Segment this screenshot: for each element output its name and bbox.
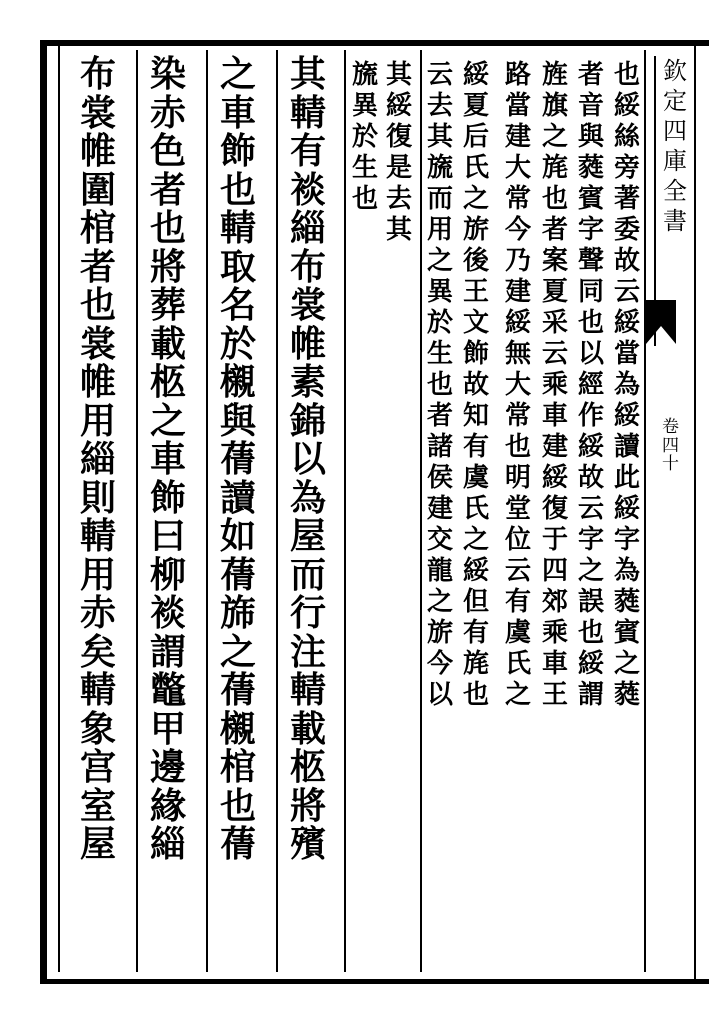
glyph: 之 [220, 53, 257, 95]
glyph: 以 [427, 680, 454, 710]
glyph: 綏 [578, 432, 605, 462]
glyph: 當 [505, 91, 532, 121]
header-glyph: 庫 [663, 147, 687, 175]
glyph: 旁 [614, 153, 641, 183]
text-column-small [505, 62, 531, 708]
header-glyph: 全 [663, 177, 687, 205]
glyph: 同 [578, 277, 605, 307]
glyph: 帷 [80, 361, 117, 403]
glyph: 誤 [578, 587, 605, 617]
glyph: 為 [614, 370, 641, 400]
glyph: 夏 [542, 277, 569, 307]
glyph: 以 [578, 339, 605, 369]
text-column-small [386, 62, 412, 243]
glyph: 矣 [80, 630, 117, 673]
glyph: 車 [542, 649, 569, 679]
glyph: 也 [542, 184, 569, 214]
glyph: 之 [220, 630, 257, 673]
glyph: 載 [150, 322, 187, 365]
glyph: 綏 [542, 463, 569, 493]
text-column-small [463, 62, 489, 708]
glyph: 用 [427, 215, 454, 245]
glyph: 聲 [578, 246, 605, 276]
glyph: 今 [505, 215, 532, 245]
glyph: 去 [386, 184, 413, 214]
header-glyph: 書 [663, 207, 687, 235]
glyph: 后 [463, 122, 490, 152]
glyph: 異 [352, 91, 379, 121]
glyph: 旆 [220, 592, 257, 634]
glyph: 而 [427, 184, 454, 214]
glyph: 旄 [542, 153, 569, 183]
glyph: 飾 [150, 476, 187, 519]
glyph: 錦 [290, 399, 327, 442]
glyph: 建 [505, 122, 532, 152]
glyph: 謂 [578, 680, 605, 710]
glyph: 櫬 [220, 707, 257, 750]
glyph: 載 [290, 707, 327, 750]
glyph: 名 [220, 284, 257, 326]
glyph: 緇 [150, 823, 187, 865]
glyph: 郊 [542, 587, 569, 617]
glyph: 葬 [150, 284, 187, 326]
glyph: 以 [290, 438, 327, 480]
glyph: 有 [290, 130, 327, 172]
glyph: 復 [542, 494, 569, 524]
glyph: 殯 [290, 823, 327, 865]
glyph: 屋 [290, 515, 327, 557]
glyph: 無 [505, 339, 532, 369]
glyph: 龍 [427, 556, 454, 586]
glyph: 為 [614, 556, 641, 586]
text-column-small [578, 62, 604, 708]
glyph: 故 [614, 246, 641, 276]
glyph: 輤 [290, 669, 327, 711]
glyph: 裧 [150, 592, 187, 634]
glyph: 蕤 [614, 587, 641, 617]
glyph: 棺 [80, 207, 117, 249]
glyph: 柳 [150, 553, 187, 596]
glyph: 云 [578, 494, 605, 524]
glyph: 當 [614, 339, 641, 369]
glyph: 櫬 [220, 361, 257, 403]
glyph: 旒 [352, 60, 379, 90]
glyph: 云 [505, 556, 532, 586]
glyph: 帷 [80, 130, 117, 172]
glyph: 則 [80, 476, 117, 519]
glyph: 也 [578, 618, 605, 648]
glyph: 輤 [290, 91, 327, 134]
text-column-main [80, 53, 117, 865]
glyph: 乃 [505, 246, 532, 276]
glyph: 堂 [505, 494, 532, 524]
glyph: 綏 [614, 308, 641, 338]
glyph: 如 [220, 515, 257, 557]
glyph: 交 [427, 525, 454, 555]
glyph: 棺 [220, 746, 257, 788]
volume-label [662, 418, 679, 474]
glyph: 作 [578, 401, 605, 431]
glyph: 曰 [150, 515, 187, 557]
glyph: 色 [150, 130, 187, 172]
glyph: 赤 [150, 91, 187, 134]
glyph: 車 [220, 91, 257, 134]
glyph: 案 [542, 246, 569, 276]
glyph: 輤 [80, 515, 117, 557]
glyph: 將 [290, 784, 327, 827]
glyph: 今 [427, 649, 454, 679]
glyph: 路 [505, 60, 532, 90]
glyph: 著 [614, 184, 641, 214]
glyph: 也 [463, 680, 490, 710]
glyph: 甲 [150, 707, 187, 750]
glyph: 輤 [80, 669, 117, 711]
frame-inner-line [58, 46, 60, 972]
glyph: 有 [463, 618, 490, 648]
glyph: 生 [427, 339, 454, 369]
glyph: 象 [80, 707, 117, 750]
glyph: 蒨 [220, 669, 257, 711]
glyph: 蒨 [220, 553, 257, 596]
glyph: 車 [150, 438, 187, 480]
glyph: 綏 [614, 494, 641, 524]
glyph: 故 [578, 463, 605, 493]
glyph: 於 [427, 308, 454, 338]
glyph: 布 [290, 245, 327, 288]
glyph: 文 [463, 308, 490, 338]
column-divider [206, 50, 208, 972]
glyph: 行 [290, 592, 327, 634]
glyph: 常 [505, 401, 532, 431]
glyph: 之 [463, 184, 490, 214]
glyph: 鼈 [150, 669, 187, 711]
glyph: 帷 [290, 322, 327, 365]
glyph: 裧 [290, 168, 327, 211]
glyph: 于 [542, 525, 569, 555]
glyph: 去 [427, 91, 454, 121]
glyph: 其 [290, 53, 327, 95]
glyph: 之 [150, 399, 187, 442]
glyph: 大 [505, 370, 532, 400]
glyph: 字 [614, 525, 641, 555]
glyph: 用 [80, 399, 117, 442]
glyph: 謂 [150, 630, 187, 673]
glyph: 者 [80, 245, 117, 288]
glyph: 者 [150, 168, 187, 211]
glyph: 虞 [505, 618, 532, 648]
glyph: 之 [542, 122, 569, 152]
glyph: 四 [542, 556, 569, 586]
glyph: 也 [80, 284, 117, 326]
glyph: 氏 [505, 649, 532, 679]
glyph: 者 [578, 60, 605, 90]
glyph: 與 [578, 122, 605, 152]
glyph: 夏 [463, 91, 490, 121]
frame-right-edge [694, 40, 696, 984]
glyph: 飾 [463, 339, 490, 369]
glyph: 旂 [463, 215, 490, 245]
glyph: 蒨 [220, 823, 257, 865]
glyph: 是 [386, 153, 413, 183]
volume-glyph: 四 [662, 435, 679, 456]
glyph: 也 [614, 60, 641, 90]
glyph: 委 [614, 215, 641, 245]
header-glyph: 定 [663, 87, 687, 115]
glyph: 云 [542, 339, 569, 369]
glyph: 圍 [80, 168, 117, 211]
glyph: 綏 [578, 649, 605, 679]
glyph: 其 [427, 122, 454, 152]
glyph: 字 [578, 525, 605, 555]
glyph: 柩 [290, 746, 327, 788]
glyph: 蕤 [578, 153, 605, 183]
glyph: 也 [505, 432, 532, 462]
fishtail-icon [646, 300, 676, 344]
glyph: 宫 [80, 746, 117, 788]
glyph: 為 [290, 476, 327, 519]
text-column-main [150, 53, 187, 865]
glyph: 車 [542, 401, 569, 431]
glyph: 也 [578, 308, 605, 338]
glyph: 取 [220, 245, 257, 288]
header-glyph: 四 [663, 117, 687, 145]
glyph: 知 [463, 401, 490, 431]
glyph: 之 [578, 556, 605, 586]
glyph: 綏 [463, 556, 490, 586]
glyph: 也 [352, 184, 379, 214]
glyph: 侯 [427, 463, 454, 493]
header-glyph: 欽 [663, 57, 687, 85]
text-column-small [614, 62, 640, 708]
glyph: 綏 [614, 401, 641, 431]
volume-glyph: 十 [662, 454, 679, 475]
glyph: 王 [463, 277, 490, 307]
volume-glyph: 卷 [662, 417, 679, 437]
glyph: 也 [220, 168, 257, 211]
glyph: 後 [463, 246, 490, 276]
glyph: 采 [542, 308, 569, 338]
glyph: 輤 [220, 207, 257, 249]
glyph: 而 [290, 553, 327, 596]
text-column-main [220, 53, 257, 865]
glyph: 用 [80, 553, 117, 596]
text-column-main [290, 53, 327, 865]
glyph: 異 [427, 277, 454, 307]
glyph: 明 [505, 463, 532, 493]
column-divider [344, 50, 346, 972]
glyph: 邊 [150, 746, 187, 788]
glyph: 位 [505, 525, 532, 555]
glyph: 旌 [542, 60, 569, 90]
glyph: 赤 [80, 592, 117, 634]
glyph: 也 [150, 207, 187, 249]
glyph: 裳 [80, 322, 117, 365]
glyph: 裳 [80, 91, 117, 134]
glyph: 字 [578, 215, 605, 245]
glyph: 旄 [463, 649, 490, 679]
glyph: 讀 [614, 432, 641, 462]
glyph: 有 [505, 587, 532, 617]
glyph: 故 [463, 370, 490, 400]
glyph: 建 [542, 432, 569, 462]
glyph: 與 [220, 399, 257, 442]
glyph: 之 [505, 680, 532, 710]
glyph: 於 [220, 322, 257, 365]
glyph: 有 [463, 432, 490, 462]
glyph: 復 [386, 122, 413, 152]
glyph: 旒 [427, 153, 454, 183]
glyph: 之 [614, 649, 641, 679]
glyph: 室 [80, 784, 117, 827]
glyph: 旗 [542, 91, 569, 121]
column-divider [136, 50, 138, 972]
glyph: 緇 [290, 207, 327, 249]
glyph: 王 [542, 680, 569, 710]
text-column-small [542, 62, 568, 708]
glyph: 之 [427, 587, 454, 617]
glyph: 綏 [614, 91, 641, 121]
glyph: 之 [427, 246, 454, 276]
glyph: 裳 [290, 284, 327, 326]
glyph: 氏 [463, 494, 490, 524]
glyph: 音 [578, 91, 605, 121]
glyph: 建 [427, 494, 454, 524]
glyph: 但 [463, 587, 490, 617]
glyph: 蒨 [220, 438, 257, 480]
glyph: 旂 [427, 618, 454, 648]
glyph: 之 [463, 525, 490, 555]
glyph: 緣 [150, 784, 187, 827]
glyph: 將 [150, 245, 187, 288]
glyph: 也 [427, 370, 454, 400]
column-divider [644, 50, 646, 972]
glyph: 緇 [80, 438, 117, 480]
text-column-small [352, 62, 378, 212]
glyph: 綏 [505, 308, 532, 338]
glyph: 氏 [463, 153, 490, 183]
glyph: 綏 [463, 60, 490, 90]
glyph: 云 [427, 60, 454, 90]
glyph: 飾 [220, 130, 257, 172]
glyph: 布 [80, 53, 117, 95]
glyph: 其 [386, 60, 413, 90]
glyph: 其 [386, 215, 413, 245]
glyph: 大 [505, 153, 532, 183]
glyph: 諸 [427, 432, 454, 462]
glyph: 虞 [463, 463, 490, 493]
glyph: 經 [578, 370, 605, 400]
glyph: 云 [614, 277, 641, 307]
glyph: 乘 [542, 618, 569, 648]
glyph: 此 [614, 463, 641, 493]
glyph: 染 [150, 53, 187, 95]
glyph: 於 [352, 122, 379, 152]
glyph: 建 [505, 277, 532, 307]
glyph: 生 [352, 153, 379, 183]
glyph: 者 [542, 215, 569, 245]
text-column-small [427, 62, 453, 708]
glyph: 柩 [150, 361, 187, 403]
glyph: 素 [290, 361, 327, 403]
glyph: 注 [290, 630, 327, 673]
glyph: 絲 [614, 122, 641, 152]
glyph: 常 [505, 184, 532, 214]
column-divider [420, 50, 422, 972]
glyph: 也 [220, 784, 257, 827]
glyph: 蕤 [614, 680, 641, 710]
glyph: 屋 [80, 823, 117, 865]
glyph: 讀 [220, 476, 257, 519]
glyph: 綏 [386, 91, 413, 121]
glyph: 賓 [578, 184, 605, 214]
glyph: 者 [427, 401, 454, 431]
glyph: 乘 [542, 370, 569, 400]
column-divider [276, 50, 278, 972]
glyph: 賓 [614, 618, 641, 648]
